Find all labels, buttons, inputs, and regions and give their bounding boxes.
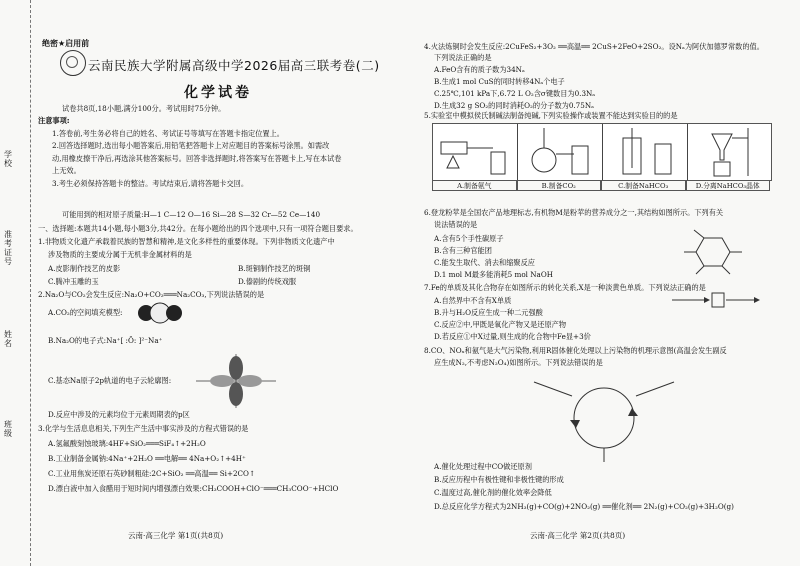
notice-list: [52, 129, 410, 189]
fe-conversion-diagram: [660, 290, 770, 310]
atomic-masses: 可能用到的相对原子质量:H—1 C—12 O—16 Si—28 S—32 Cr—52 Ce—140: [62, 210, 321, 219]
q2-stem: 2.Na₂O与CO₂会发生反应:Na₂O+CO₂═══Na₂CO₃,下列说法错误的是: [38, 290, 265, 299]
q7-option-b: B.升与H₂O反应生成一种二元强酸: [434, 308, 543, 317]
secret-mark: 绝密★启用前: [42, 39, 90, 48]
notice-item: 1.答卷前,考生务必将自己的姓名、考试证号等填写在答题卡指定位置上。: [52, 129, 284, 138]
q5-caption-b: B.制备CO₂: [517, 180, 602, 191]
q4-option-c: C.25℃,101 kPa下,6.72 L O₂含σ键数目为0.3Nₐ: [434, 89, 596, 98]
q8-option-b: B.反应历程中有极性键和非极性键的形成: [434, 475, 564, 484]
q6-option-a: A.含有5个手性碳原子: [434, 234, 504, 243]
page-footer-right: 云南·高三化学 第2页(共8页): [530, 531, 626, 540]
notice-item: 动,用橡皮擦干净后,再选涂其他答案标号。回答非选择题时,将答案写在答题卡上,写在本试卷: [52, 153, 342, 163]
notice-item: 3.考生必须保持答题卡的整洁。考试结束后,请将答题卡交回。: [52, 178, 249, 188]
q3-option-b: B.工业制备金属钠:4Na⁺+2H₂O ══电解══ 4Na+O₂↑+4H⁺: [48, 454, 246, 463]
q1-option-b: B.斑铜制作技艺的斑铜: [238, 264, 311, 273]
q8-stem: 8.CO、NOₓ和氨气是大气污染物,利用R固体催化处理以上污染物的机理示意图(高温会发生副反: [424, 346, 727, 355]
q2-option-b: B.Na₂O的电子式:Na⁺[ :Ö: ]²⁻Na⁺: [48, 336, 163, 345]
q7-option-c: C.反应②中,甲既是氧化产物又是还原产物: [434, 320, 567, 329]
notice-item: 2.回答选择题时,选出每小题答案后,用铅笔把答题卡上对应题目的答案标号涂黑。如需改: [52, 141, 330, 151]
q3-option-c: C.工业用焦炭还原石英砂制粗硅:2C+SiO₂ ══高温══ Si+2CO↑: [48, 469, 255, 478]
q5-apparatus-figure: [432, 123, 772, 181]
q6-stem: 6.登龙粉苹是全国农产品地理标志,有机物M是粉苹的营养成分之一,其结构如图所示。下列有关: [424, 208, 724, 217]
q4-stem: 4.火法炼铜时会发生反应:2CuFeS₂+3O₂ ══高温══ 2CuS+2FeO+2SO₂。设Nₐ为阿伏加德罗常数的值。: [424, 42, 764, 51]
q4-option-a: A.FeO含有的质子数为34Nₐ: [434, 65, 525, 74]
class-label: 班级: [4, 420, 12, 438]
q5-caption-c: C.制备NaHCO₃: [601, 180, 686, 191]
q3-option-a: A.氢氟酸刻蚀玻璃:4HF+SiO₂═══SiF₄↑+2H₂O: [48, 439, 206, 448]
q2-option-a: A.CO₂的空间填充模型:: [48, 308, 123, 317]
q2-option-c: C.基态Na原子2p轨道的电子云轮廓图:: [48, 376, 172, 385]
q5-caption-a: A.制备氨气: [432, 180, 517, 191]
q4-stem: 下列说法正确的是: [434, 53, 492, 62]
school-logo-icon: [60, 50, 86, 76]
molecule-m-structure: [672, 226, 752, 276]
subject-title: 化学试卷: [184, 85, 252, 101]
apparatus-d: [688, 124, 772, 180]
q5-caption-d: D.分离NaHCO₃晶体: [686, 180, 771, 191]
name-label: 姓名: [4, 330, 12, 348]
q4-option-b: B.生成1 mol CuS的同时转移4Nₐ个电子: [434, 77, 565, 86]
section-one-heading: 一、选择题:本题共14小题,每小题3分,共42分。在每小题给出的四个选项中,只有一项符合题目要求。: [38, 224, 358, 233]
q5-stem: 5.实验室中模拟侯氏制碱法制备纯碱,下列实验操作或装置不能达到实验目的的是: [424, 111, 678, 120]
q1-option-d: D.傣剧的传统戏服: [238, 277, 297, 286]
q6-option-b: B.含有三种官能团: [434, 246, 492, 255]
q8-option-d: D.总反应化学方程式为2NH₃(g)+CO(g)+2NO₂(g) ══催化剂══ 2N₂(g)+CO₂(g)+3H₂O(g): [434, 502, 734, 511]
2p-orbital-diagram: [196, 354, 276, 408]
school-label: 学校: [4, 150, 12, 168]
q2-option-d: D.反应中涉及的元素均位于元素周期表的p区: [48, 410, 190, 419]
q5-captions: [432, 180, 770, 191]
q4-option-d: D.生成32 g SO₂的同时消耗O₂的分子数为0.75Nₐ: [434, 101, 594, 110]
co2-space-filling-model: [130, 300, 190, 326]
page-footer-left: 云南·高三化学 第1页(共8页): [128, 531, 224, 540]
binding-margin: [0, 0, 31, 566]
notice-title: 注意事项:: [38, 116, 70, 125]
notice-item: 上无效。: [52, 166, 81, 176]
q7-stem: 7.Fe的单质及其化合物存在如图所示的转化关系,X是一种淡黄色单质。下列说法正确的是: [424, 283, 706, 292]
q6-option-c: C.能发生取代、消去和缩聚反应: [434, 258, 535, 267]
q1-stem: 涉及物质的主要成分属于无机非金属材料的是: [48, 250, 192, 259]
q3-option-d: D.漂白液中加入食醋用于短时间内增强漂白效果:CH₃COOH+ClO⁻═══CH₃COO⁻+HClO: [48, 484, 339, 493]
q3-stem: 3.化学与生活息息相关,下列生产生活中事实涉及的方程式错误的是: [38, 424, 249, 433]
q1-stem: 1.非物质文化遗产承载着民族的智慧和精神,是文化多样性的重要体现。下列非物质文化遗产中: [38, 237, 335, 246]
apparatus-b: [518, 124, 603, 180]
apparatus-c: [603, 124, 688, 180]
apparatus-a: [433, 124, 518, 180]
q7-option-a: A.自然界中不含有X单质: [434, 296, 512, 305]
q8-option-c: C.温度过高,催化剂的催化效率会降低: [434, 488, 552, 497]
q6-stem: 说法错误的是: [434, 220, 478, 229]
exam-meta: 试卷共8页,18小题,满分100分。考试用时75分钟。: [62, 104, 226, 113]
q1-option-a: A.皮影制作技艺的皮影: [48, 264, 121, 273]
q6-option-d: D.1 mol M最多能消耗5 mol NaOH: [434, 270, 553, 279]
q7-option-d: D.若反应①中X过量,则生成的化合物中Fe显+3价: [434, 332, 591, 341]
exam-title: 云南民族大学附属高级中学2026届高三联考卷(二): [88, 58, 380, 73]
q8-option-a: A.催化处理过程中CO做还原剂: [434, 462, 532, 471]
q8-stem: 应生成N₂,不考虑N₂O₄)如图所示。下列说法错误的是: [434, 358, 603, 367]
catalytic-mechanism-diagram: [514, 372, 694, 464]
exam-no-label: 准考证号: [4, 230, 12, 266]
q1-option-c: C.腾冲玉雕的玉: [48, 277, 99, 286]
